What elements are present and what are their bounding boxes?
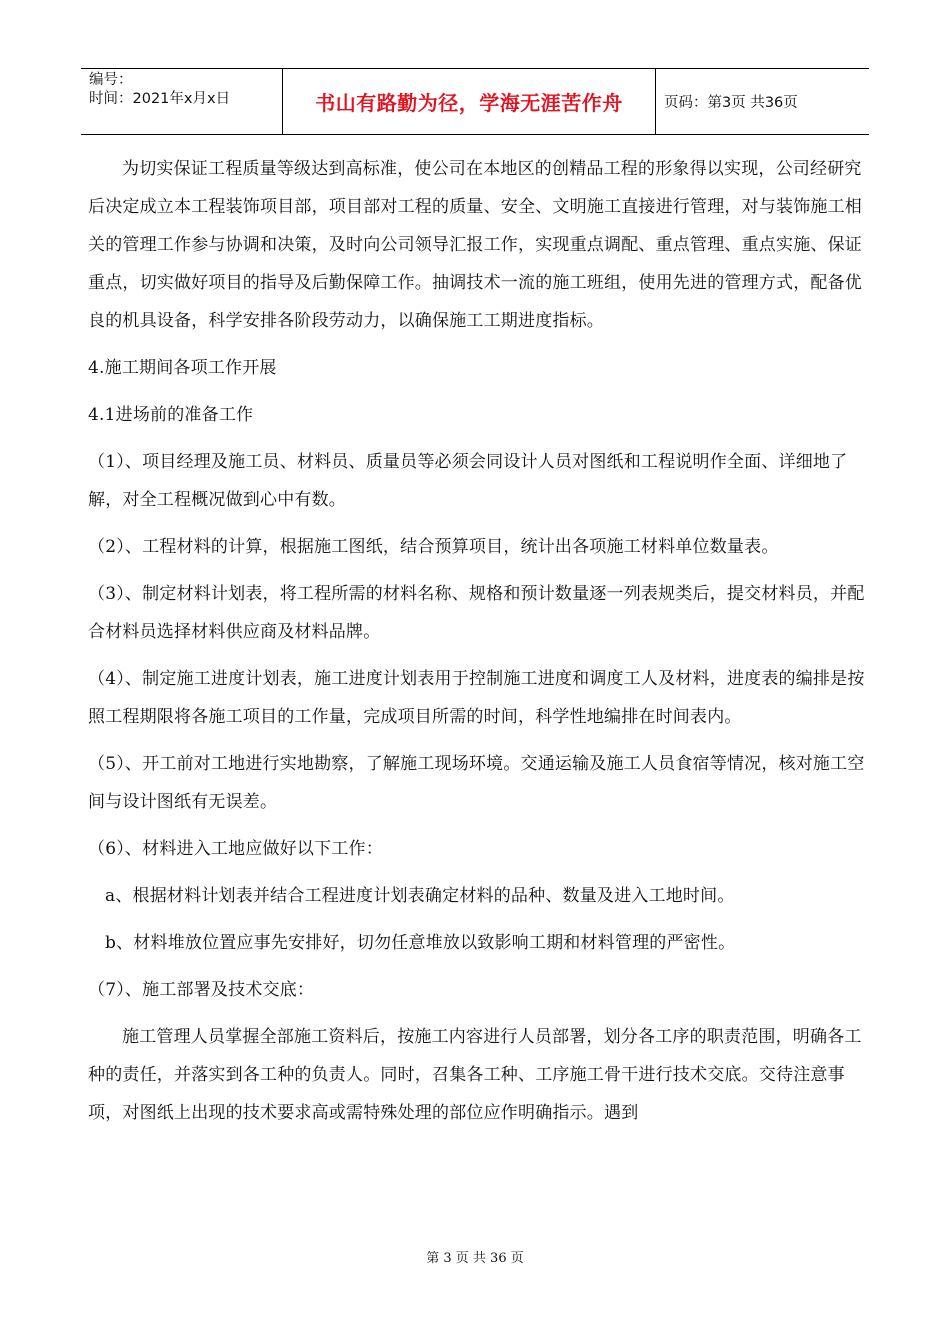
section-heading: 4.施工期间各项工作开展 [88,358,277,378]
intro-paragraph: 为切实保证工程质量等级达到高标准，使公司在本地区的创精品工程的形象得以实现，公司经研究后决定成立本工程装饰项目部，项目部对工程的质量、安全、文明施工直接进行管理，对与装饰施工相关的管理工作参与协调和决策，及时向公司领导汇报工作，实现重点调配、重点管理、重点实施、保证重点，切实做好项目的指导及后勤保障工作。抽调技术一流的施工班组，使用先进的管理方式，配备优良的机具设备，科学安排各阶段劳动力，以确保施工工期进度指标。 [88,159,862,331]
header-page-code: 页码：第3页 共36页 [664,95,798,111]
list-item: （1）、项目经理及施工员、材料员、质量员等必须会同设计人员对图纸和工程说明作全面、详细地了解，对全工程概况做到心中有数。 [88,452,848,510]
subsection-heading: 4.1进场前的准备工作 [88,405,254,425]
list-item: （6）、材料进入工地应做好以下工作： [88,839,383,859]
sub-list-item: b、材料堆放位置应事先安排好，切勿任意堆放以致影响工期和材料管理的严密性。 [105,933,736,953]
document-date: 时间：2021年x月x日 [89,91,231,107]
document-body [88,150,874,1141]
document-number-label: 编号： [89,72,133,88]
list-item: （3）、制定材料计划表，将工程所需的材料名称、规格和预计数量逐一列表规类后，提交材料员，并配合材料员选择材料供应商及材料品牌。 [88,584,865,642]
header-meta [81,69,283,134]
page-footer: 第 3 页 共 36 页 [426,1251,524,1266]
list-item: （2）、工程材料的计算，根据施工图纸，结合预算项目，统计出各项施工材料单位数量表。 [88,537,779,557]
list-item: （7）、施工部署及技术交底： [88,980,315,1000]
page-header [81,68,869,135]
body-paragraph: 施工管理人员掌握全部施工资料后，按施工内容进行人员部署，划分各工序的职责范围，明确各工种的责任，并落实到各工种的负责人。同时，召集各工种、工序施工骨干进行技术交底。交待注意事项，对图纸上出现的技术要求高或需特殊处理的部位应作明确指示。遇到 [88,1027,862,1123]
header-motto: 书山有路勤为径，学海无涯苦作舟 [283,69,656,134]
sub-list-item: a、根据材料计划表并结合工程进度计划表确定材料的品种、数量及进入工地时间。 [105,886,735,906]
list-item: （5）、开工前对工地进行实地勘察，了解施工现场环境。交通运输及施工人员食宿等情况，核对施工空间与设计图纸有无误差。 [88,754,865,812]
list-item: （4）、制定施工进度计划表，施工进度计划表用于控制施工进度和调度工人及材料，进度表的编排是按照工程期限将各施工项目的工作量，完成项目所需的时间，科学性地编排在时间表内。 [88,669,865,727]
